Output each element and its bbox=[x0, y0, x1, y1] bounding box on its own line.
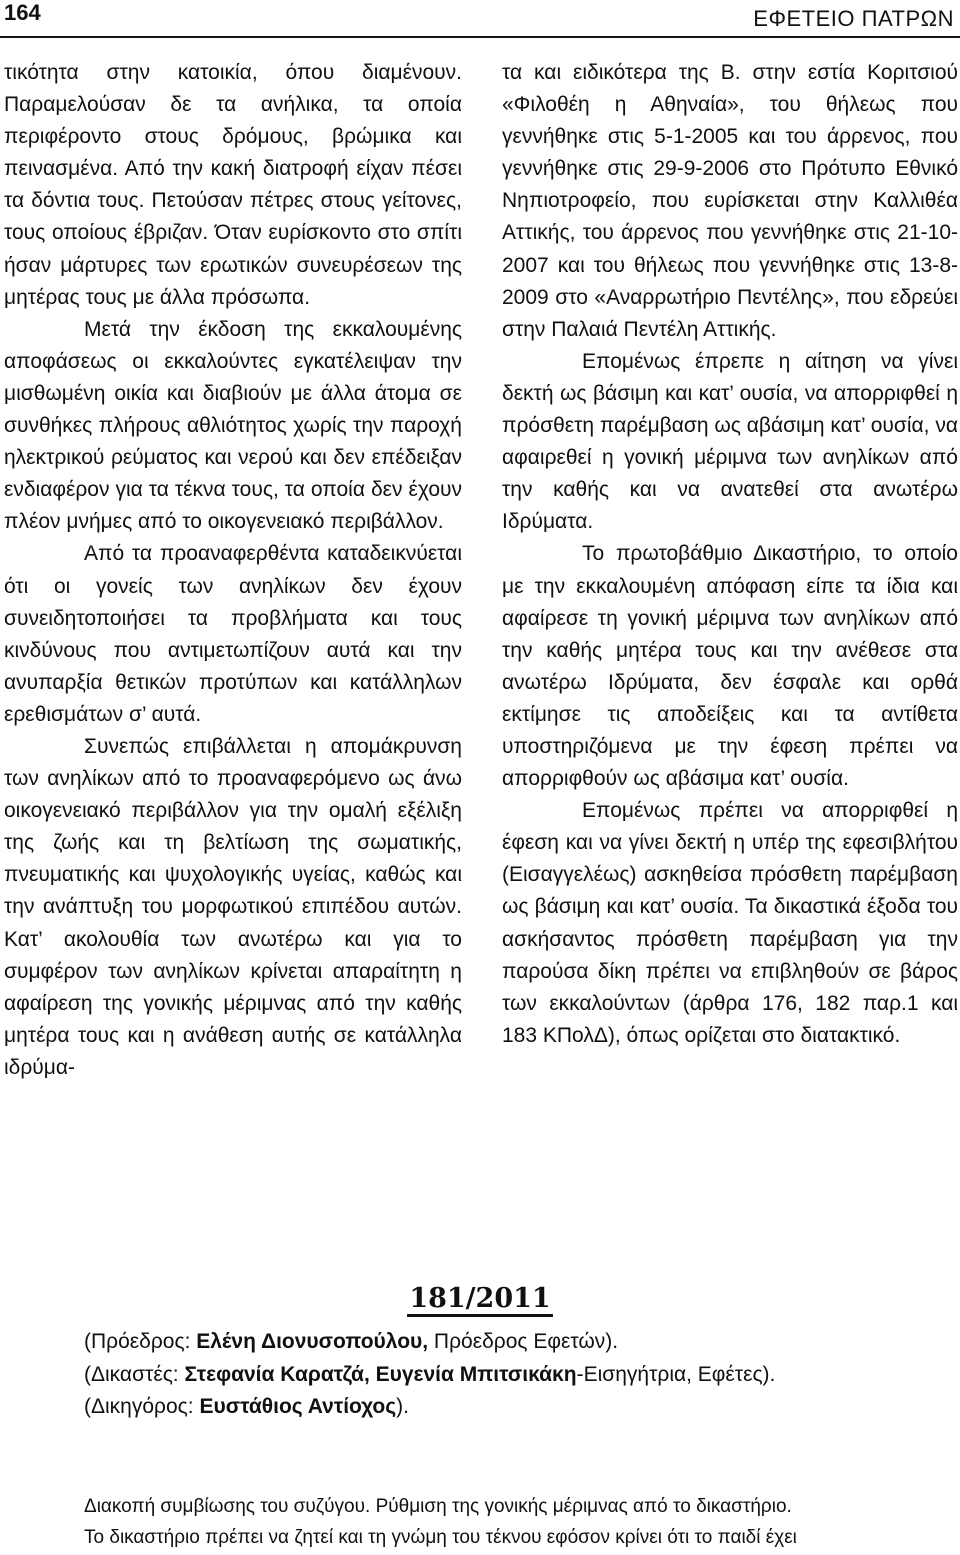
bench-composition bbox=[84, 1326, 775, 1424]
journal-title: ΕΦΕΤΕΙΟ ΠΑΤΡΩΝ bbox=[753, 6, 954, 31]
paragraph: Επομένως πρέπει να απορριφθεί η έφεση και να γίνει δεκτή η υπέρ της εφεσιβλήτου (Εισαγγελέως) ασκηθείσα πρόσθετη παρέμβαση ως βάσιμη και κατ’ ουσία. Τα δικαστικά έξοδα του ασκήσαντος πρόσθετη παρέμβαση για την παρούσα δίκη πρέπει να επιβληθούν σε βάρος των εκκαλούντων (άρθρα 176, 182 παρ.1 και 183 ΚΠολΔ), όπως ορίζεται στο διατακτικό. bbox=[502, 799, 958, 1047]
paragraph: τα και ειδικότερα της Β. στην εστία Κοριτσιού «Φιλοθέη η Αθηναία», του θήλεως που γεννήθηκε στις 5-1-2005 και του άρρενος, που γεννήθηκε στις 29-9-2006 στο Πρότυπο Εθνικό Νηπιοτροφείο, που ευρίσκεται στην Καλλιθέα Αττικής, του άρρενος που γεννήθηκε στις 21-10-2007 και του θήλεως που γεννήθηκε στις 13-8-2009 στο «Αναρρωτήριο Πεντέλης», που εδρεύει στην Παλαιά Πεντέλη Αττικής. bbox=[502, 61, 958, 341]
president-line bbox=[84, 1326, 775, 1359]
paragraph: Συνεπώς επιβάλλεται η απομάκρυνση των ανηλίκων από το προαναφερόμενο ως άνω οικογενειακό περιβάλλον για την ομαλή εξέλιξη της ζωής και τη βελτίωση της σωματικής, πνευματικής και ψυχολογικής υγείας, καθώς και την ανάπτυξη του μορφωτικού επιπέδου αυτών. Κατ’ ακολουθία των ανωτέρω και για το συμφέρον των ανηλίκων κρίνεται απαραίτητη η αφαίρεση της γονικής μέριμνας από την καθής μητέρα τους και η ανάθεση αυτής σε κατάλληλα ιδρύμα- bbox=[4, 734, 462, 1079]
lawyer-name: Ευστάθιος Αντίοχος bbox=[199, 1395, 397, 1418]
paragraph: Μετά την έκδοση της εκκαλουμένης αποφάσεως οι εκκαλούντες εγκατέλειψαν την μισθωμένη οικία και διαβιούν με άλλα άτομα σε συνθήκες πλήρους αθλιότητος χωρίς την παροχή ηλεκτρικού ρεύματος και νερού και δεν επέδειξαν ενδιαφέρον για τα τέκνα τους, τα οποία δεν έχουν πλέον μνήμες από το οικογενειακό περιβάλλον. bbox=[4, 317, 462, 534]
president-name: Ελένη Διονυσοπούλου, bbox=[196, 1330, 429, 1353]
label: -Εισηγήτρια, Εφέτες). bbox=[576, 1362, 776, 1386]
paragraph: Επομένως έπρεπε η αίτηση να γίνει δεκτή ως βάσιμη και κατ’ ουσία, να απορριφθεί η πρόσθετη παρέμβαση ως αβάσιμη κατ’ ουσία, να αφαιρεθεί η γονική μέριμνα των ανηλίκων από την καθής και να ανατεθεί στα ανωτέρω Ιδρύματα. bbox=[502, 349, 958, 534]
right-column bbox=[502, 57, 958, 1052]
label: (Δικηγόρος: bbox=[84, 1395, 200, 1418]
case-summary bbox=[84, 1491, 954, 1553]
paragraph: Από τα προαναφερθέντα καταδεικνύεται ότι οι γονείς των ανηλίκων δεν έχουν συνειδητοποιήσει τα προβλήματα και τους κινδύνους που αντιμετωπίζουν αυτά και την ανυπαρξία θετικών προτύπων και κατάλληλων ερεθισμάτων σ’ αυτά. bbox=[4, 542, 462, 726]
page-number: 164 bbox=[4, 0, 41, 25]
label: Πρόεδρος Εφετών). bbox=[428, 1330, 619, 1353]
paragraph: τικότητα στην κατοικία, όπου διαμένουν. Παραμελούσαν δε τα ανήλικα, τα οποία περιφέροντο στους δρόμους, βρώμικα και πεινασμένα. Από την κακή διατροφή είχαν πέσει τα δόντια τους. Πετούσαν πέτρες στους γείτονες, τους οποίους έβριζαν. Όταν ευρίσκοντο στο σπίτι ήσαν μάρτυρες των ερωτικών συνευρέσεων της μητέρας τους με άλλα πρόσωπα. bbox=[4, 61, 462, 309]
case-number-text: 181/2011 bbox=[407, 1283, 552, 1317]
summary-line: Διακοπή συμβίωσης του συζύγου. Ρύθμιση της γονικής μέριμνας από το δικαστήριο. bbox=[84, 1496, 792, 1517]
left-column bbox=[4, 57, 462, 1084]
summary-line: Το δικαστήριο πρέπει να ζητεί και τη γνώμη του τέκνου εφόσον κρίνει ότι το παιδί έχει bbox=[84, 1527, 797, 1548]
judges-line bbox=[84, 1359, 775, 1392]
paragraph: Το πρωτοβάθμιο Δικαστήριο, το οποίο με την εκκαλουμένη απόφαση είπε τα ίδια και αφαίρεσε τη γονική μέριμνα των ανηλίκων από την καθής μητέρα τους και την ανέθεσε στα ανωτέρω Ιδρύματα, δεν έσφαλε και ορθά εκτίμησε τις αποδείξεις και τα αντίθετα υποστηριζόμενα με την έφεση πρέπει να απορριφθούν ως αβάσιμα κατ’ ουσία. bbox=[502, 542, 958, 791]
label: (Δικαστές: bbox=[84, 1362, 185, 1386]
case-number bbox=[0, 1283, 960, 1314]
page-header bbox=[0, 0, 960, 38]
label: ). bbox=[396, 1395, 409, 1418]
judges-names: Στεφανία Καρατζά, Ευγενία Μπιτσικάκη bbox=[184, 1362, 577, 1386]
label: (Πρόεδρος: bbox=[84, 1330, 197, 1353]
lawyer-line bbox=[84, 1391, 775, 1424]
